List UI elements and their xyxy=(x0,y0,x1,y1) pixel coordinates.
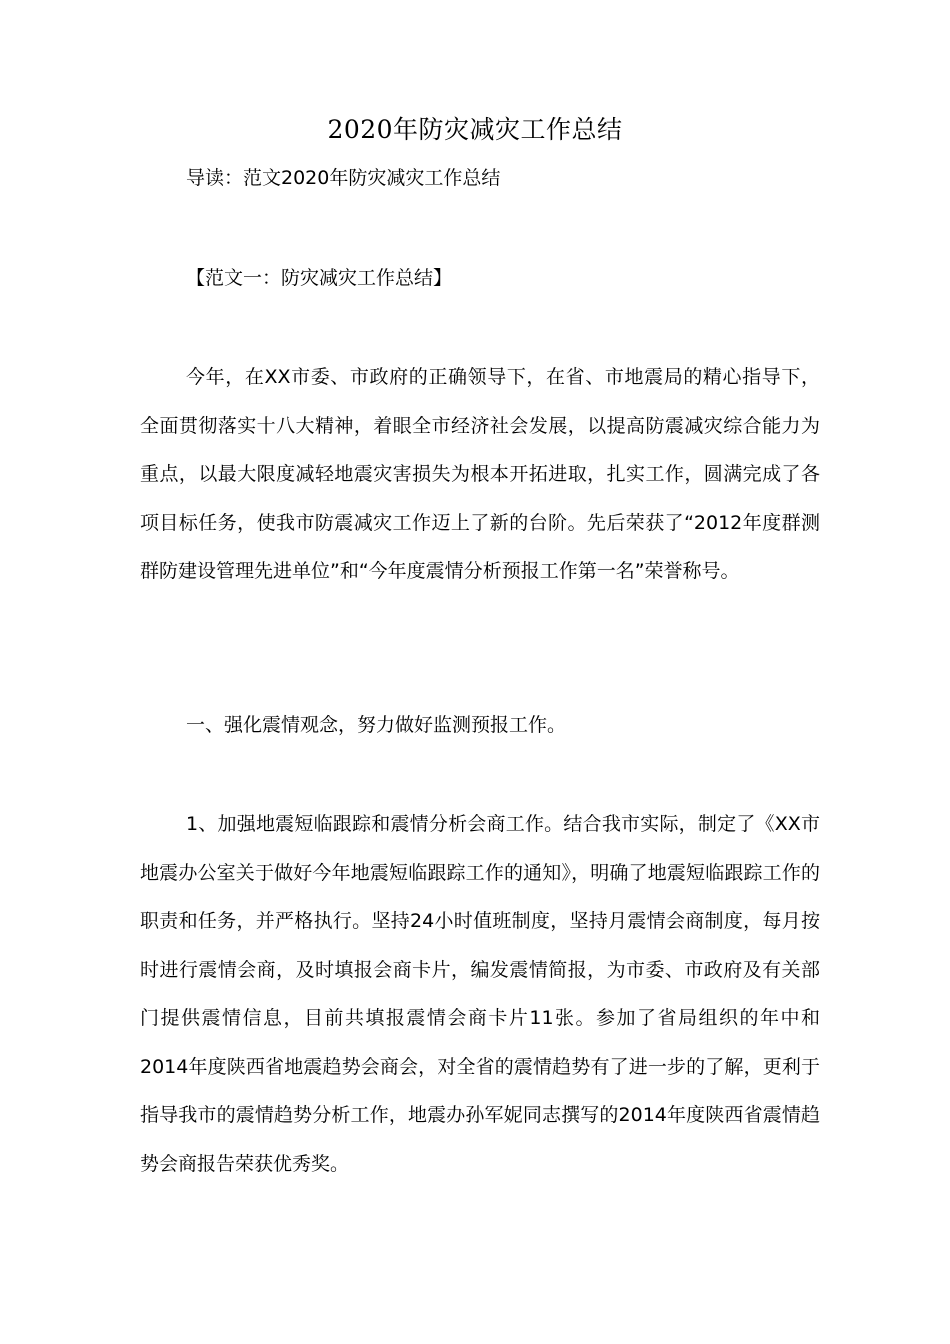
body-paragraph-1: 今年，在XX市委、市政府的正确领导下，在省、市地震局的精心指导下，全面贯彻落实十八大精神，着眼全市经济社会发展，以提高防震减灾综合能力为重点，以最大限度减轻地震灾害损失为根本开拓进取，扎实工作，圆满完成了各项目标任务，使我市防震减灾工作迈上了新的台阶。先后荣获了“2012年度群测群防建设管理先进单位”和“今年度震情分析预报工作第一名”荣誉称号。 xyxy=(140,366,820,582)
section-heading-1: 一、强化震情观念，努力做好监测预报工作。 xyxy=(186,714,567,736)
document-title: 2020年防灾减灾工作总结 xyxy=(327,115,623,144)
intro-line: 导读：范文2020年防灾减灾工作总结 xyxy=(186,167,501,189)
body-paragraph-2: 1、加强地震短临跟踪和震情分析会商工作。结合我市实际，制定了《XX市地震办公室关于做好今年地震短临跟踪工作的通知》，明确了地震短临跟踪工作的职责和任务，并严格执行。坚持24小时值班制度，坚持月震情会商制度，每月按时进行震情会商，及时填报会商卡片，编发震情简报，为市委、市政府及有关部门提供震情信息，目前共填报震情会商卡片11张。参加了省局组织的年中和2014年度陕西省地震趋势会商会，对全省的震情趋势有了进一步的了解，更利于指导我市的震情趋势分析工作，地震办孙军妮同志撰写的2014年度陕西省震情趋势会商报告荣获优秀奖。 xyxy=(140,813,820,1175)
sample-heading: 【范文一：防灾减灾工作总结】 xyxy=(186,267,453,289)
